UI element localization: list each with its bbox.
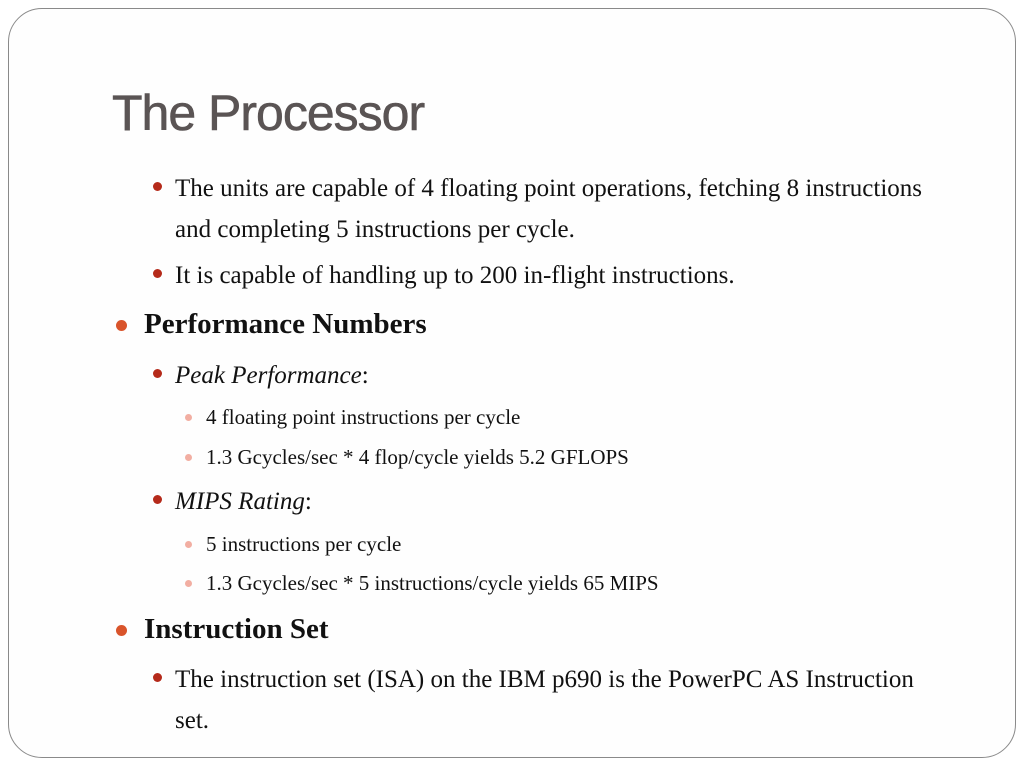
sub-bullet-mips-2 (206, 571, 659, 596)
bullet-colon: : (304, 488, 312, 515)
bullet-text: 4 floating point instructions per cycle (206, 405, 521, 429)
slide-title: The Processor (112, 85, 425, 141)
bullet-dot-icon (153, 495, 162, 504)
bullet-dot-icon (185, 580, 192, 587)
bullet-text: 5 instructions per cycle (206, 532, 402, 556)
bullet-text: 1.3 Gcycles/sec * 4 flop/cycle yields 5.2 GFLOPS (206, 445, 629, 469)
heading-instruction-set (144, 613, 328, 646)
heading-text: Performance Numbers (144, 308, 427, 340)
bullet-mips-rating (175, 481, 312, 522)
heading-performance (144, 308, 427, 341)
bullet-text: The instruction set (ISA) on the IBM p690 is the PowerPC AS Instruction set. (175, 666, 914, 734)
bullet-isa (175, 659, 945, 741)
bullet-dot-icon (153, 673, 162, 682)
sub-bullet-mips-1 (206, 532, 401, 557)
bullet-dot-icon (116, 625, 127, 636)
heading-text: Instruction Set (144, 613, 329, 645)
bullet-dot-icon (153, 369, 162, 378)
bullet-dot-icon (185, 414, 192, 421)
bullet-colon: : (361, 362, 369, 389)
bullet-dot-icon (185, 541, 192, 548)
bullet-peak-performance (175, 355, 369, 396)
bullet-dot-icon (116, 320, 127, 331)
bullet-dot-icon (185, 454, 192, 461)
bullet-text: It is capable of handling up to 200 in-flight instructions. (175, 262, 735, 289)
bullet-text: The units are capable of 4 floating point operations, fetching 8 instructions and completing 5 instructions per cycle. (175, 175, 923, 243)
bullet-text: 1.3 Gcycles/sec * 5 instructions/cycle yields 65 MIPS (206, 571, 659, 595)
bullet-dot-icon (153, 182, 162, 191)
bullet-inflight (175, 255, 735, 296)
sub-bullet-peak-1 (206, 405, 520, 430)
sub-bullet-peak-2 (206, 445, 629, 470)
bullet-label: Peak Performance (175, 362, 362, 389)
bullet-units (175, 168, 945, 250)
bullet-label: MIPS Rating (175, 488, 305, 515)
bullet-dot-icon (153, 269, 162, 278)
